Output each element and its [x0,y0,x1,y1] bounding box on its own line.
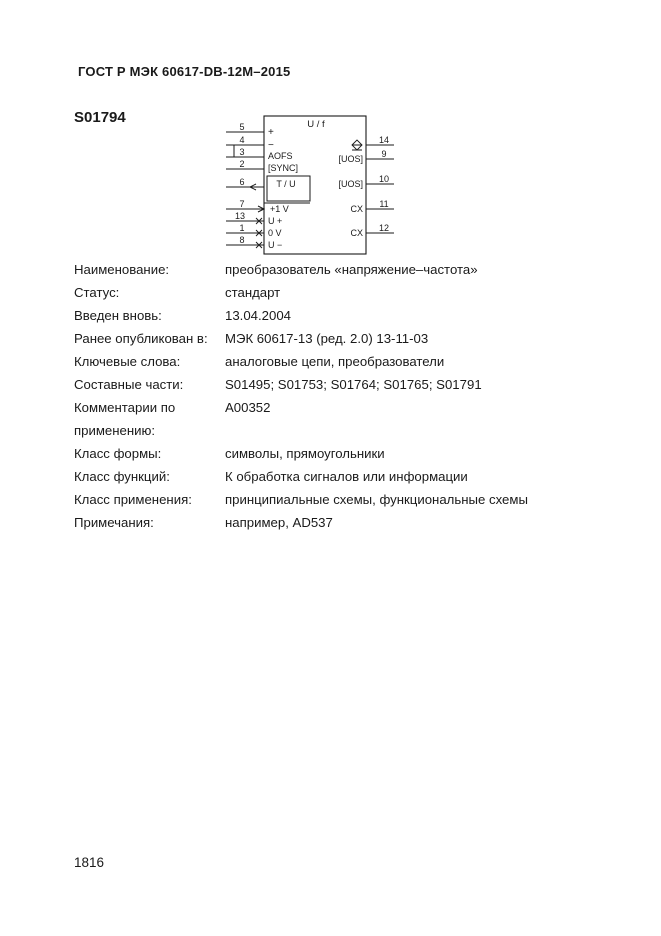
property-value: 13.04.2004 [225,308,292,323]
box-title: U / f [307,119,325,130]
pin-label-5: + [268,127,274,138]
pin-num-10: 10 [378,174,390,184]
property-key: Введен вновь: [74,308,162,323]
property-value: A00352 [225,400,271,415]
property-row [74,327,614,350]
pin-num-1: 1 [239,223,245,233]
symbol-diagram [216,114,396,260]
pin-num-12: 12 [378,223,390,233]
property-value: S01495; S01753; S01764; S01765; S01791 [225,377,482,392]
pin-num-6: 6 [239,177,245,187]
property-key: Ключевые слова: [74,354,181,369]
property-value: символы, прямоугольники [225,446,385,461]
page-number: 1816 [74,855,105,870]
property-value [225,419,614,442]
document-header: ГОСТ Р МЭК 60617-DB-12M–2015 [78,64,291,79]
property-row [74,442,614,465]
pin-num-5: 5 [239,122,245,132]
pin-label-2: [SYNC] [268,163,299,173]
property-value: стандарт [225,285,281,300]
pin-label-4: − [268,140,274,151]
pin-label-12: CX [350,228,363,238]
property-key: Наименование: [74,262,170,277]
pin-label-3: AOFS [268,151,293,161]
pin-label-11: CX [350,204,363,214]
inner-box-label: T / U [276,179,296,189]
pin-label-1: 0 V [268,228,282,238]
properties-list [74,258,614,534]
pin-label-8: U − [268,240,283,250]
property-row [74,419,614,442]
property-value: например, AD537 [225,515,333,530]
property-key: применению: [74,423,156,438]
property-value: преобразователь «напряжение–частота» [225,262,478,277]
property-key: Ранее опубликован в: [74,331,208,346]
property-key: Класс применения: [74,492,192,507]
property-key: Примечания: [74,515,154,530]
pin-label-9: [UOS] [338,154,363,164]
pin-label-7: +1 V [270,204,289,214]
property-row [74,465,614,488]
symbol-code: S01794 [74,109,126,126]
pin-num-14: 14 [378,135,390,145]
property-value: принципиальные схемы, функциональные схемы [225,492,528,507]
pin-num-2: 2 [239,159,245,169]
open-output-icon [352,140,362,150]
pin-label-10: [UOS] [338,179,363,189]
property-row [74,373,614,396]
pin-num-4: 4 [239,135,245,145]
property-key: Класс формы: [74,446,162,461]
property-row [74,511,614,534]
property-value: МЭК 60617-13 (ред. 2.0) 13-11-03 [225,331,429,346]
property-value: К обработка сигналов или информации [225,469,468,484]
property-row [74,350,614,373]
property-row [74,281,614,304]
property-row [74,488,614,511]
pin-num-11: 11 [379,199,389,209]
property-key: Класс функций: [74,469,170,484]
pin-num-9: 9 [381,149,387,159]
property-row [74,396,614,419]
property-value: аналоговые цепи, преобразователи [225,354,445,369]
property-key: Комментарии по [74,400,176,415]
symbol-graphic [216,114,396,260]
pin-num-3: 3 [239,147,245,157]
property-row [74,304,614,327]
property-key: Статус: [74,285,120,300]
property-key: Составные части: [74,377,184,392]
property-row [74,258,614,281]
pin-label-13: U + [268,216,283,226]
pin-num-8: 8 [239,235,245,245]
pin-num-13: 13 [234,211,246,221]
pin-num-7: 7 [239,199,245,209]
